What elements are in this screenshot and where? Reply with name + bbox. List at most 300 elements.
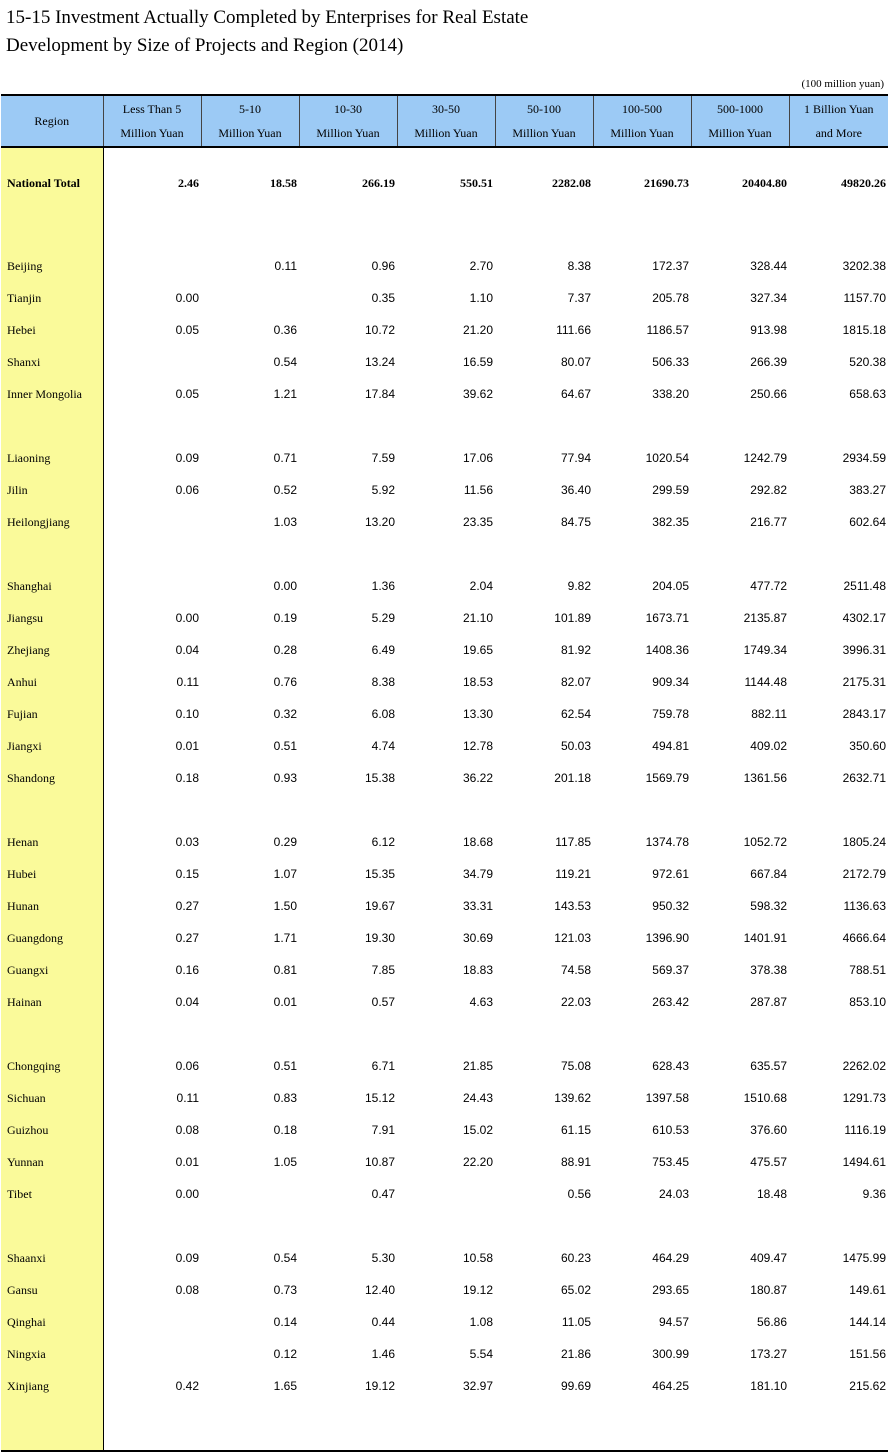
value-cell: 602.64 — [789, 506, 888, 538]
table-row — [1, 634, 888, 666]
spacer-cell — [789, 538, 888, 570]
spacer-cell — [495, 794, 593, 826]
value-cell: 215.62 — [789, 1370, 888, 1402]
value-cell: 21.10 — [397, 602, 495, 634]
value-cell: 1242.79 — [691, 442, 789, 474]
value-cell: 0.52 — [201, 474, 299, 506]
value-cell: 74.58 — [495, 954, 593, 986]
value-cell: 81.92 — [495, 634, 593, 666]
value-cell: 753.45 — [593, 1146, 691, 1178]
region-cell: Henan — [1, 826, 103, 858]
value-cell: 60.23 — [495, 1242, 593, 1274]
region-cell: Tianjin — [1, 282, 103, 314]
value-cell: 464.25 — [593, 1370, 691, 1402]
spacer-cell — [691, 410, 789, 442]
spacer-cell — [593, 1402, 691, 1451]
value-cell: 18.83 — [397, 954, 495, 986]
value-cell: 0.51 — [201, 1050, 299, 1082]
value-cell: 2.70 — [397, 250, 495, 282]
value-cell: 15.38 — [299, 762, 397, 794]
region-cell: Ningxia — [1, 1338, 103, 1370]
value-cell: 12.40 — [299, 1274, 397, 1306]
spacer-cell — [103, 218, 201, 250]
value-cell: 0.47 — [299, 1178, 397, 1210]
spacer-cell — [789, 1018, 888, 1050]
spacer-cell — [1, 538, 103, 570]
value-cell: 0.00 — [103, 1178, 201, 1210]
spacer-cell — [1, 794, 103, 826]
value-cell: 62.54 — [495, 698, 593, 730]
region-cell: Hebei — [1, 314, 103, 346]
value-cell: 0.93 — [201, 762, 299, 794]
value-cell: 10.72 — [299, 314, 397, 346]
table-row — [1, 442, 888, 474]
value-cell: 628.43 — [593, 1050, 691, 1082]
column-header-line: 10-30 — [300, 97, 397, 121]
value-cell: 1.50 — [201, 890, 299, 922]
value-cell: 7.85 — [299, 954, 397, 986]
spacer-cell — [593, 218, 691, 250]
table-row — [1, 378, 888, 410]
spacer-row — [1, 538, 888, 570]
value-cell: 16.59 — [397, 346, 495, 378]
value-cell: 598.32 — [691, 890, 789, 922]
value-cell: 19.30 — [299, 922, 397, 954]
value-cell: 6.08 — [299, 698, 397, 730]
value-cell: 5.29 — [299, 602, 397, 634]
value-cell: 0.27 — [103, 922, 201, 954]
value-cell: 4302.17 — [789, 602, 888, 634]
region-cell: Zhejiang — [1, 634, 103, 666]
value-cell: 5.30 — [299, 1242, 397, 1274]
value-cell — [103, 1338, 201, 1370]
value-cell: 0.19 — [201, 602, 299, 634]
value-cell — [103, 346, 201, 378]
spacer-cell — [201, 1210, 299, 1242]
table-row — [1, 1306, 888, 1338]
value-cell — [103, 1306, 201, 1338]
column-header-line: 500-1000 — [692, 97, 789, 121]
value-cell: 10.58 — [397, 1242, 495, 1274]
table-row — [1, 1050, 888, 1082]
column-header-line: Million Yuan — [496, 121, 593, 145]
value-cell: 0.56 — [495, 1178, 593, 1210]
region-cell: Guangdong — [1, 922, 103, 954]
value-cell: 0.03 — [103, 826, 201, 858]
value-cell: 204.05 — [593, 570, 691, 602]
value-cell: 172.37 — [593, 250, 691, 282]
value-cell: 18.48 — [691, 1178, 789, 1210]
region-cell: Liaoning — [1, 442, 103, 474]
value-cell: 117.85 — [495, 826, 593, 858]
value-cell: 0.10 — [103, 698, 201, 730]
value-cell: 149.61 — [789, 1274, 888, 1306]
value-cell: 11.56 — [397, 474, 495, 506]
table-row — [1, 346, 888, 378]
value-cell: 1.10 — [397, 282, 495, 314]
value-cell: 0.11 — [103, 1082, 201, 1114]
spacer-cell — [1, 218, 103, 250]
region-cell: Qinghai — [1, 1306, 103, 1338]
value-cell: 88.91 — [495, 1146, 593, 1178]
spacer-cell — [397, 1210, 495, 1242]
spacer-row — [1, 1402, 888, 1451]
region-cell: Chongqing — [1, 1050, 103, 1082]
column-header-line: Million Yuan — [104, 121, 201, 145]
spacer-cell — [299, 1210, 397, 1242]
value-cell: 21.85 — [397, 1050, 495, 1082]
value-cell: 17.06 — [397, 442, 495, 474]
spacer-cell — [1, 1018, 103, 1050]
value-cell: 144.14 — [789, 1306, 888, 1338]
value-cell: 22.20 — [397, 1146, 495, 1178]
value-cell: 494.81 — [593, 730, 691, 762]
region-cell: Sichuan — [1, 1082, 103, 1114]
region-cell: Yunnan — [1, 1146, 103, 1178]
table-row — [1, 698, 888, 730]
value-cell: 21.86 — [495, 1338, 593, 1370]
value-cell: 913.98 — [691, 314, 789, 346]
value-cell: 216.77 — [691, 506, 789, 538]
value-cell: 667.84 — [691, 858, 789, 890]
table-row — [1, 666, 888, 698]
value-cell: 0.71 — [201, 442, 299, 474]
value-cell: 2843.17 — [789, 698, 888, 730]
value-cell: 4.74 — [299, 730, 397, 762]
value-cell: 7.59 — [299, 442, 397, 474]
value-cell: 119.21 — [495, 858, 593, 890]
spacer-cell — [691, 794, 789, 826]
column-header — [593, 95, 691, 147]
value-cell: 0.76 — [201, 666, 299, 698]
value-cell: 2934.59 — [789, 442, 888, 474]
spacer-cell — [495, 218, 593, 250]
spacer-cell — [789, 218, 888, 250]
value-cell: 19.67 — [299, 890, 397, 922]
value-cell: 5.92 — [299, 474, 397, 506]
value-cell: 99.69 — [495, 1370, 593, 1402]
value-cell: 1374.78 — [593, 826, 691, 858]
value-cell: 0.12 — [201, 1338, 299, 1370]
value-cell: 0.11 — [201, 250, 299, 282]
value-cell: 409.47 — [691, 1242, 789, 1274]
spacer-cell — [201, 538, 299, 570]
value-cell: 1475.99 — [789, 1242, 888, 1274]
value-cell: 3202.38 — [789, 250, 888, 282]
value-cell: 1.36 — [299, 570, 397, 602]
value-cell: 139.62 — [495, 1082, 593, 1114]
value-cell: 19.12 — [397, 1274, 495, 1306]
value-cell: 2282.08 — [495, 147, 593, 218]
value-cell: 1749.34 — [691, 634, 789, 666]
value-cell: 0.11 — [103, 666, 201, 698]
value-cell: 0.01 — [201, 986, 299, 1018]
value-cell: 4.63 — [397, 986, 495, 1018]
table-row — [1, 474, 888, 506]
value-cell — [103, 570, 201, 602]
value-cell — [103, 250, 201, 282]
spacer-cell — [299, 218, 397, 250]
spacer-cell — [789, 1210, 888, 1242]
column-header — [1, 95, 103, 147]
spacer-cell — [593, 1018, 691, 1050]
spacer-cell — [397, 538, 495, 570]
value-cell: 49820.26 — [789, 147, 888, 218]
spacer-cell — [201, 410, 299, 442]
value-cell: 1361.56 — [691, 762, 789, 794]
spacer-cell — [201, 794, 299, 826]
value-cell: 18.68 — [397, 826, 495, 858]
value-cell: 80.07 — [495, 346, 593, 378]
value-cell: 1673.71 — [593, 602, 691, 634]
value-cell: 882.11 — [691, 698, 789, 730]
value-cell: 10.87 — [299, 1146, 397, 1178]
value-cell: 151.56 — [789, 1338, 888, 1370]
value-cell: 24.03 — [593, 1178, 691, 1210]
table-row — [1, 922, 888, 954]
table-row — [1, 1114, 888, 1146]
value-cell: 759.78 — [593, 698, 691, 730]
value-cell: 1569.79 — [593, 762, 691, 794]
value-cell: 20404.80 — [691, 147, 789, 218]
table-row — [1, 1242, 888, 1274]
column-header-line: and More — [790, 121, 888, 145]
column-header-line: Less Than 5 — [104, 97, 201, 121]
value-cell: 610.53 — [593, 1114, 691, 1146]
value-cell: 13.24 — [299, 346, 397, 378]
value-cell: 0.00 — [103, 602, 201, 634]
value-cell: 8.38 — [495, 250, 593, 282]
value-cell: 266.19 — [299, 147, 397, 218]
value-cell: 382.35 — [593, 506, 691, 538]
table-row — [1, 1146, 888, 1178]
table-row — [1, 506, 888, 538]
value-cell: 75.08 — [495, 1050, 593, 1082]
unit-label: (100 million yuan) — [802, 78, 885, 90]
column-header-line: Million Yuan — [398, 121, 495, 145]
value-cell: 0.04 — [103, 986, 201, 1018]
spacer-cell — [495, 410, 593, 442]
spacer-cell — [103, 1018, 201, 1050]
value-cell: 1.71 — [201, 922, 299, 954]
value-cell: 64.67 — [495, 378, 593, 410]
table-row — [1, 1178, 888, 1210]
value-cell: 18.53 — [397, 666, 495, 698]
value-cell: 77.94 — [495, 442, 593, 474]
table-row — [1, 858, 888, 890]
value-cell: 21690.73 — [593, 147, 691, 218]
value-cell: 82.07 — [495, 666, 593, 698]
region-cell: Shanxi — [1, 346, 103, 378]
value-cell: 1020.54 — [593, 442, 691, 474]
value-cell: 1.21 — [201, 378, 299, 410]
spacer-cell — [789, 1402, 888, 1451]
region-cell: Jiangsu — [1, 602, 103, 634]
value-cell: 4666.64 — [789, 922, 888, 954]
value-cell: 0.29 — [201, 826, 299, 858]
table-row — [1, 602, 888, 634]
value-cell: 250.66 — [691, 378, 789, 410]
value-cell: 13.30 — [397, 698, 495, 730]
value-cell: 101.89 — [495, 602, 593, 634]
value-cell: 7.37 — [495, 282, 593, 314]
spacer-cell — [103, 1210, 201, 1242]
value-cell: 56.86 — [691, 1306, 789, 1338]
value-cell: 22.03 — [495, 986, 593, 1018]
value-cell: 0.18 — [201, 1114, 299, 1146]
region-cell: Fujian — [1, 698, 103, 730]
column-header-line: Region — [1, 109, 103, 133]
value-cell: 0.01 — [103, 730, 201, 762]
spacer-cell — [691, 1018, 789, 1050]
title-line-2: Development by Size of Projects and Region (2014) — [6, 32, 528, 60]
value-cell: 464.29 — [593, 1242, 691, 1274]
spacer-cell — [397, 410, 495, 442]
column-header — [495, 95, 593, 147]
spacer-cell — [593, 538, 691, 570]
table-body — [1, 147, 888, 1451]
spacer-cell — [299, 538, 397, 570]
value-cell — [103, 506, 201, 538]
value-cell: 0.54 — [201, 1242, 299, 1274]
column-header — [691, 95, 789, 147]
spacer-cell — [201, 218, 299, 250]
value-cell: 21.20 — [397, 314, 495, 346]
value-cell: 263.42 — [593, 986, 691, 1018]
spacer-cell — [495, 1402, 593, 1451]
table-row — [1, 314, 888, 346]
spacer-cell — [201, 1402, 299, 1451]
region-cell: Xinjiang — [1, 1370, 103, 1402]
value-cell: 65.02 — [495, 1274, 593, 1306]
value-cell: 0.06 — [103, 1050, 201, 1082]
spacer-row — [1, 1210, 888, 1242]
value-cell: 909.34 — [593, 666, 691, 698]
value-cell: 287.87 — [691, 986, 789, 1018]
spacer-row — [1, 410, 888, 442]
spacer-cell — [495, 538, 593, 570]
value-cell: 1510.68 — [691, 1082, 789, 1114]
value-cell: 2135.87 — [691, 602, 789, 634]
value-cell: 2175.31 — [789, 666, 888, 698]
value-cell: 2172.79 — [789, 858, 888, 890]
value-cell: 299.59 — [593, 474, 691, 506]
value-cell: 143.53 — [495, 890, 593, 922]
value-cell: 327.34 — [691, 282, 789, 314]
region-cell: Shanghai — [1, 570, 103, 602]
value-cell: 15.02 — [397, 1114, 495, 1146]
value-cell: 0.27 — [103, 890, 201, 922]
column-header-line: Million Yuan — [202, 121, 299, 145]
value-cell: 0.42 — [103, 1370, 201, 1402]
value-cell: 180.87 — [691, 1274, 789, 1306]
spacer-cell — [397, 794, 495, 826]
spacer-cell — [397, 218, 495, 250]
spacer-cell — [691, 1210, 789, 1242]
value-cell: 0.05 — [103, 378, 201, 410]
value-cell: 13.20 — [299, 506, 397, 538]
value-cell: 2511.48 — [789, 570, 888, 602]
value-cell: 0.51 — [201, 730, 299, 762]
header-row — [1, 95, 888, 147]
column-header — [397, 95, 495, 147]
spacer-cell — [495, 1018, 593, 1050]
value-cell: 9.82 — [495, 570, 593, 602]
table-row — [1, 1082, 888, 1114]
value-cell: 383.27 — [789, 474, 888, 506]
region-cell: Tibet — [1, 1178, 103, 1210]
value-cell: 0.35 — [299, 282, 397, 314]
value-cell: 0.14 — [201, 1306, 299, 1338]
region-cell: Gansu — [1, 1274, 103, 1306]
value-cell: 477.72 — [691, 570, 789, 602]
spacer-cell — [299, 1018, 397, 1050]
table-row — [1, 954, 888, 986]
value-cell: 0.96 — [299, 250, 397, 282]
value-cell: 520.38 — [789, 346, 888, 378]
column-header-line: 50-100 — [496, 97, 593, 121]
column-header-line: Million Yuan — [594, 121, 691, 145]
value-cell: 50.03 — [495, 730, 593, 762]
value-cell: 853.10 — [789, 986, 888, 1018]
value-cell: 0.04 — [103, 634, 201, 666]
region-cell: Jilin — [1, 474, 103, 506]
region-cell: Anhui — [1, 666, 103, 698]
value-cell: 5.54 — [397, 1338, 495, 1370]
value-cell: 33.31 — [397, 890, 495, 922]
value-cell: 1291.73 — [789, 1082, 888, 1114]
region-cell: Heilongjiang — [1, 506, 103, 538]
region-cell: Shandong — [1, 762, 103, 794]
value-cell: 1.65 — [201, 1370, 299, 1402]
spacer-cell — [789, 410, 888, 442]
value-cell: 0.00 — [103, 282, 201, 314]
value-cell: 2632.71 — [789, 762, 888, 794]
value-cell: 0.32 — [201, 698, 299, 730]
spacer-cell — [1, 1210, 103, 1242]
value-cell: 0.09 — [103, 1242, 201, 1274]
value-cell: 181.10 — [691, 1370, 789, 1402]
value-cell: 1.03 — [201, 506, 299, 538]
value-cell: 0.15 — [103, 858, 201, 890]
value-cell: 7.91 — [299, 1114, 397, 1146]
spacer-cell — [1, 410, 103, 442]
value-cell: 1.46 — [299, 1338, 397, 1370]
value-cell: 0.08 — [103, 1114, 201, 1146]
value-cell: 788.51 — [789, 954, 888, 986]
value-cell: 17.84 — [299, 378, 397, 410]
value-cell: 6.12 — [299, 826, 397, 858]
value-cell: 1494.61 — [789, 1146, 888, 1178]
column-header-line: 5-10 — [202, 97, 299, 121]
value-cell: 635.57 — [691, 1050, 789, 1082]
value-cell: 0.01 — [103, 1146, 201, 1178]
table-row — [1, 826, 888, 858]
spacer-cell — [789, 794, 888, 826]
column-header — [789, 95, 888, 147]
value-cell: 1186.57 — [593, 314, 691, 346]
spacer-cell — [593, 1210, 691, 1242]
value-cell: 36.40 — [495, 474, 593, 506]
column-header-line: 30-50 — [398, 97, 495, 121]
spacer-cell — [103, 794, 201, 826]
value-cell: 378.38 — [691, 954, 789, 986]
value-cell: 0.73 — [201, 1274, 299, 1306]
spacer-row — [1, 794, 888, 826]
value-cell — [201, 282, 299, 314]
value-cell: 1408.36 — [593, 634, 691, 666]
value-cell: 19.12 — [299, 1370, 397, 1402]
